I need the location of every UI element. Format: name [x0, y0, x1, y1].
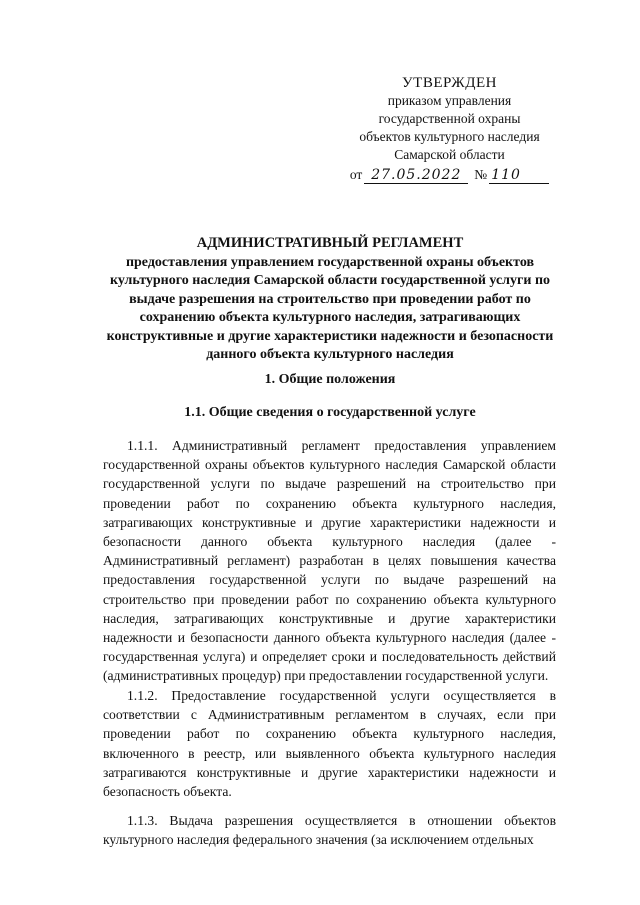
approved-label: УТВЕРЖДЕН: [402, 75, 497, 91]
subsection-heading: 1.1. Общие сведения о государственной услуге: [184, 405, 476, 420]
title-subtitle: предоставления управлением государственной охраны объектов культурного наследия Самарской области государственной услуги по выдаче разрешения на строительство при проведении работ по сохранению объекта культурного наследия, затрагивающих конструктивные и другие характеристики надежности и безопасности данного объекта культурного наследия: [106, 254, 554, 362]
approval-line: государственной охраны: [378, 111, 521, 126]
handwritten-date: 27.05.2022: [364, 168, 468, 184]
title-main: АДМИНИСТРАТИВНЫЙ РЕГЛАМЕНТ: [196, 235, 464, 251]
approval-line: Самарской области: [394, 147, 505, 162]
section-heading: 1. Общие положения: [264, 372, 396, 387]
approval-line: объектов культурного наследия: [359, 129, 540, 144]
number-sign: №: [474, 167, 488, 182]
paragraph: 1.1.2. Предоставление государственной услуги осуществляется в соответствии с Административным регламентом в случаях, если при проведении работ по сохранению объекта культурного наследия, включенного в реестр, или выявленного объекта культурного наследия затрагиваются конструктивные и другие характеристики надежности и безопасность объекта.: [103, 688, 556, 800]
handwritten-number: 110: [489, 168, 549, 184]
paragraph: 1.1.1. Административный регламент предоставления управлением государственной охраны объектов культурного наследия Самарской области государственной услуги по выдаче разрешений на строительство при проведении работ по сохранению объекта культурного наследия, затрагивающих конструктивные и другие характеристики надежности и безопасности данного объекта культурного наследия (далее - Административный регламент) разработан в целях повышения качества предоставления государственной услуги по выдаче разрешений на строительство при проведении работ по сохранению объекта культурного наследия, затрагивающих конструктивные и другие характеристики надежности и безопасности данного объекта культурного наследия (далее - государственная услуга) и определяет сроки и последовательность действий (административных процедур) при предоставлении государственной услуги.: [103, 438, 556, 684]
approval-line: приказом управления: [387, 93, 512, 108]
approval-block: [342, 74, 557, 184]
date-prefix: от: [349, 167, 363, 182]
paragraph: 1.1.3. Выдача разрешения осуществляется в отношении объектов культурного наследия федерального значения (за исключением отдельных: [103, 813, 556, 848]
regulation-title: [90, 234, 570, 365]
order-line: [342, 166, 557, 184]
